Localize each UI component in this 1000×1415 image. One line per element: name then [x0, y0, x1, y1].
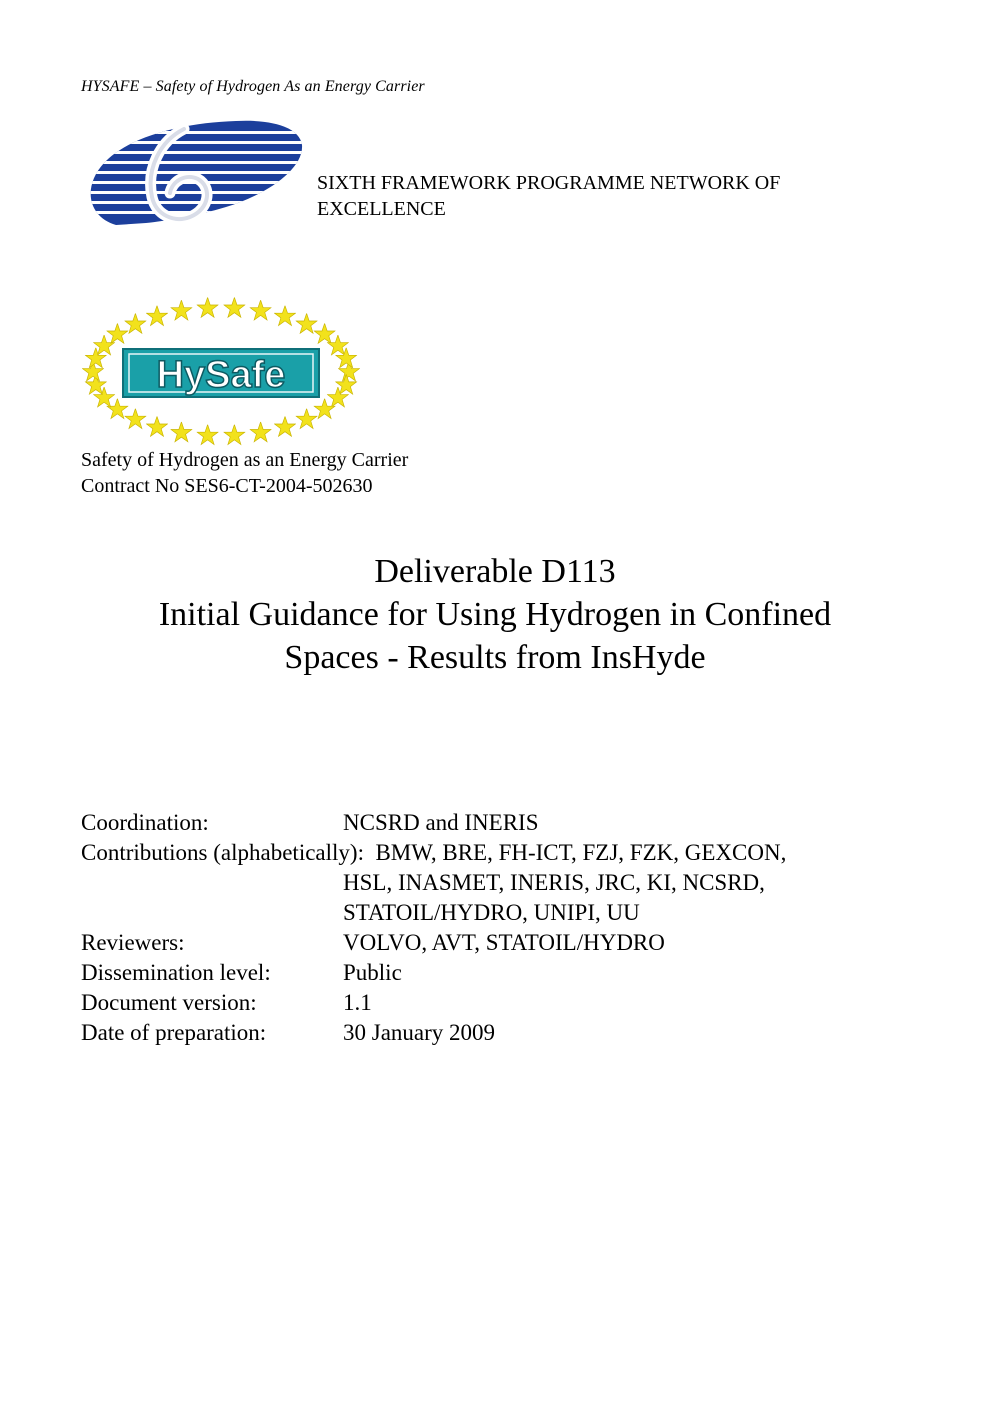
star-icon	[147, 306, 168, 326]
programme-title-line1: SIXTH FRAMEWORK PROGRAMME NETWORK OF	[317, 172, 781, 194]
star-icon	[197, 425, 218, 445]
star-icon	[171, 300, 192, 320]
star-icon	[314, 323, 335, 343]
version-label: Document version:	[81, 990, 257, 1015]
date-row	[81, 1018, 786, 1048]
reviewers-value: VOLVO, AVT, STATOIL/HYDRO	[343, 930, 665, 955]
date-value: 30 January 2009	[343, 1020, 496, 1045]
deliverable-title-line1: Initial Guidance for Using Hydrogen in Confined	[158, 596, 832, 633]
contributions-label: Contributions (alphabetically):	[81, 840, 364, 865]
programme-title-line2: EXCELLENCE	[317, 198, 446, 220]
coordination-value: NCSRD and INERIS	[343, 810, 539, 835]
project-info	[81, 447, 408, 499]
reviewers-label: Reviewers:	[81, 930, 185, 955]
date-label: Date of preparation:	[81, 1020, 267, 1045]
hysafe-logo-wordmark: HySafe	[156, 354, 286, 396]
deliverable-title-line2: Spaces - Results from InsHyde	[284, 639, 706, 676]
contract-number: Contract No SES6-CT-2004-502630	[81, 475, 373, 497]
contributions-value-line2: HSL, INASMET, INERIS, JRC, KI, NCSRD,	[343, 870, 765, 895]
star-icon	[197, 297, 218, 317]
contributions-row	[81, 838, 786, 868]
star-icon	[296, 409, 317, 429]
star-icon	[224, 297, 245, 317]
contributions-value-line1: BMW, BRE, FH-ICT, FZJ, FZK, GEXCON,	[375, 840, 787, 865]
star-icon	[275, 416, 296, 436]
dissemination-row	[81, 958, 786, 988]
deliverable-title	[0, 550, 990, 679]
reviewers-row	[81, 928, 786, 958]
dissemination-value: Public	[343, 960, 402, 985]
star-icon	[107, 323, 128, 343]
document-metadata	[81, 808, 786, 1048]
star-icon	[250, 300, 271, 320]
running-header: HYSAFE – Safety of Hydrogen As an Energy Carrier	[81, 78, 425, 95]
star-icon	[250, 422, 271, 442]
star-icon	[107, 399, 128, 419]
project-name: Safety of Hydrogen as an Energy Carrier	[81, 449, 409, 471]
coordination-label: Coordination:	[81, 810, 209, 835]
deliverable-number: Deliverable D113	[374, 553, 616, 590]
contributions-value-line3: STATOIL/HYDRO, UNIPI, UU	[343, 900, 640, 925]
star-icon	[171, 422, 192, 442]
hysafe-logo-icon	[78, 296, 364, 448]
version-value: 1.1	[343, 990, 372, 1015]
star-icon	[275, 306, 296, 326]
programme-title	[317, 170, 877, 222]
star-icon	[147, 416, 168, 436]
star-icon	[296, 313, 317, 333]
star-icon	[224, 425, 245, 445]
star-icon	[125, 409, 146, 429]
coordination-row	[81, 808, 786, 838]
star-icon	[314, 399, 335, 419]
star-icon	[125, 313, 146, 333]
dissemination-label: Dissemination level:	[81, 960, 271, 985]
version-row	[81, 988, 786, 1018]
fp6-logo-icon	[86, 117, 304, 231]
